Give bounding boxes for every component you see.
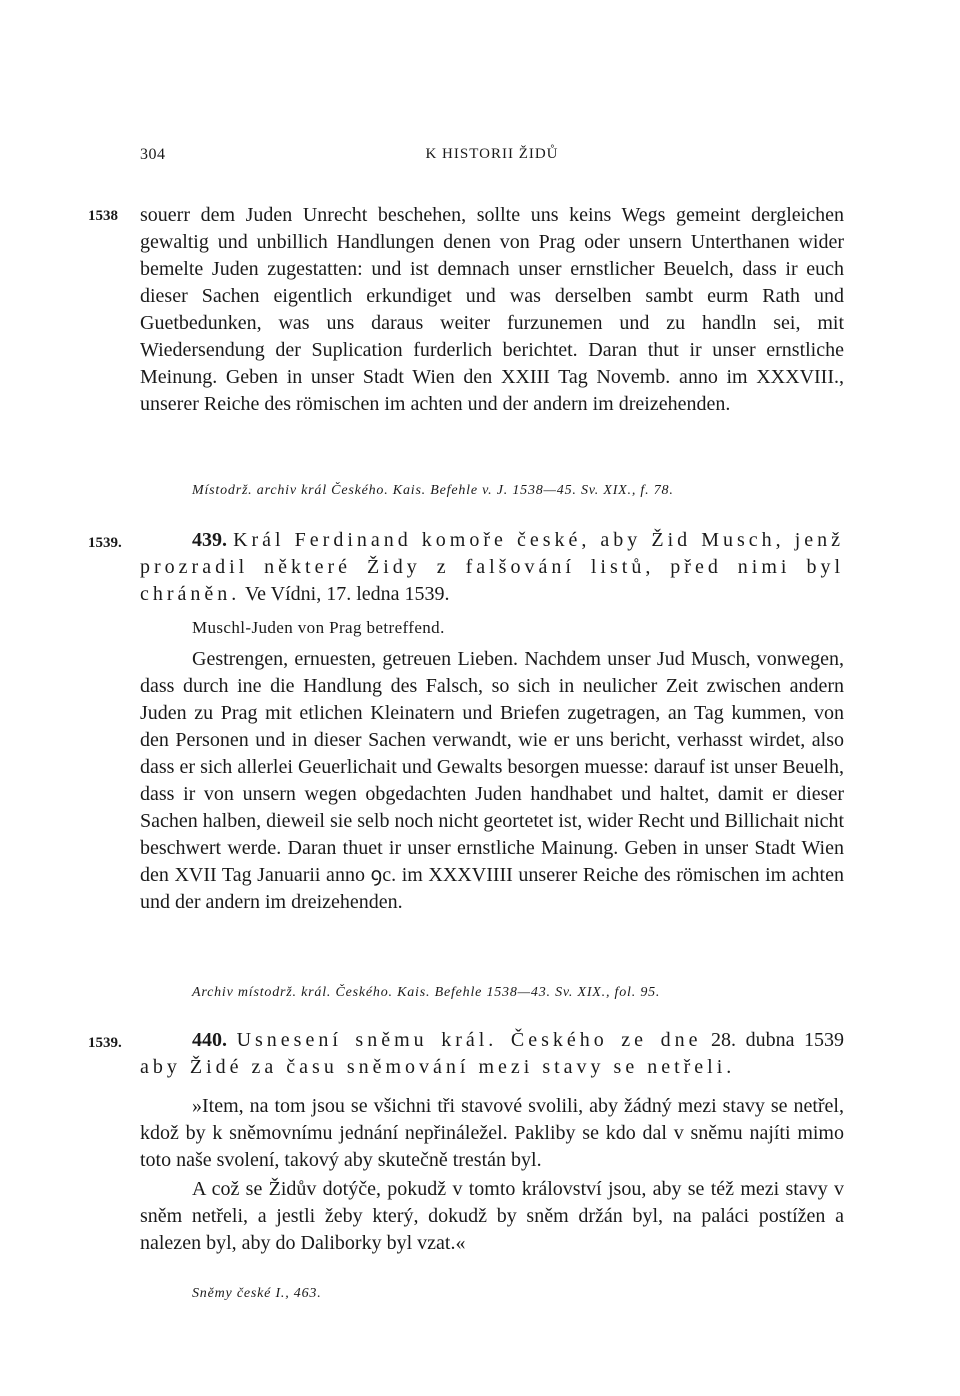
document-number: 440. xyxy=(192,1029,227,1051)
paragraph: »Item, na tom jsou se všichni tři stavové svolili, aby žádný mezi stavy se netřel, kdož by k sněmovnímu jednání nepřináležel. Pakliby se kdo dal v sněmu najíti mimo toto naše svolení, takový aby skutečně trestán byl. xyxy=(140,1095,844,1171)
year-marker-1539: 1539. xyxy=(88,1035,122,1051)
section-1538-body xyxy=(140,202,844,418)
heading-text: Usnesení sněmu král. Českého ze dne xyxy=(236,1029,702,1051)
page-number: 304 xyxy=(140,146,166,163)
source-citation: Sněmy české I., 463. xyxy=(192,1286,322,1301)
heading-text: Král Ferdinand komoře české, aby Žid Musch, jenž prozradil některé Židy z falšování listů, před nimi byl chráněn. xyxy=(140,529,845,605)
document-number: 439. xyxy=(192,529,227,551)
paragraph: A což se Židův dotýče, pokudž v tomto království jsou, aby se též mezi stavy v sněm netřeli, a jestli žeby který, dokudž by sněm držán byl, na paláci postížen a nalezen byl, aby do Daliborky byl vzat.« xyxy=(140,1178,844,1254)
heading-date: 28. dubna 1539 xyxy=(711,1029,845,1051)
document-heading xyxy=(140,1027,844,1081)
source-citation: Archiv místodrž. král. Českého. Kais. Befehle 1538—43. Sv. XIX., fol. 95. xyxy=(192,985,661,1000)
heading-date: Ve Vídni, 17. ledna 1539. xyxy=(244,583,450,605)
heading-text: aby Židé za času sněmování mezi stavy se netřeli. xyxy=(140,1056,736,1078)
page-header xyxy=(140,146,844,172)
document-439 xyxy=(140,527,844,916)
document-440 xyxy=(140,1027,844,1257)
running-title: K HISTORII ŽIDŮ xyxy=(425,146,559,162)
document-subtitle: Muschl-Juden von Prag betreffend. xyxy=(192,618,445,637)
document-heading xyxy=(140,527,844,608)
year-marker-1539: 1539. xyxy=(88,535,122,551)
paragraph: souerr dem Juden Unrecht beschehen, sollte uns keins Wegs gemeint dergleichen gewaltig und unbillich Handlungen denen von Prag oder unsern Unterthanen wider bemelte Juden zugestatten: und ist demnach unser ernstlicher Beuelch, dass ir euch dieser Sachen eigentlich erkundiget und was derselben sambt eurm Rath und Guetbedunken, was uns daraus weiter furzunemen und zu handln sei, mit Wiedersendung der Suplication furderlich berichtet. Daran thut ir unser ernstliche Meinung. Geben in unser Stadt Wien den XXIII Tag Novemb. anno im XXXVIII., unserer Reiche des römischen im achten und der andern im dreizehenden. xyxy=(140,204,844,415)
paragraph: Gestrengen, ernuesten, getreuen Lieben. Nachdem unser Jud Musch, vonwegen, dass durch ine die Handlung des Falsch, so sich in neulicher Zeit zwischen andern Juden zu Prag mit etlichen Kleinatern und Briefen zugetragen, an Tag kummen, von den Personen und in dieser Sachen verwandt, wie er uns bericht, verhasst wirdet, also dass er sich allerlei Geuerlichait und Gewalts besorgen muesse: darauf ist unser Beuelh, dass ir von unsern wegen obgedachten Juden handhabet und haltet, damit er dieser Sachen halben, dieweil sie selb noch nicht geortetet ist, wider Recht und Billichait nicht beschwert werde. Daran thuet ir unser ernstliche Mainung. Geben in unser Stadt Wien den XVII Tag Januarii anno ꝯc. im XXXVIIII unserer Reiche des römischen im achten und der andern im dreizehenden. xyxy=(140,648,844,913)
source-citation: Místodrž. archiv král Českého. Kais. Befehle v. J. 1538—45. Sv. XIX., f. 78. xyxy=(192,483,674,498)
year-marker-1538: 1538 xyxy=(88,208,118,224)
